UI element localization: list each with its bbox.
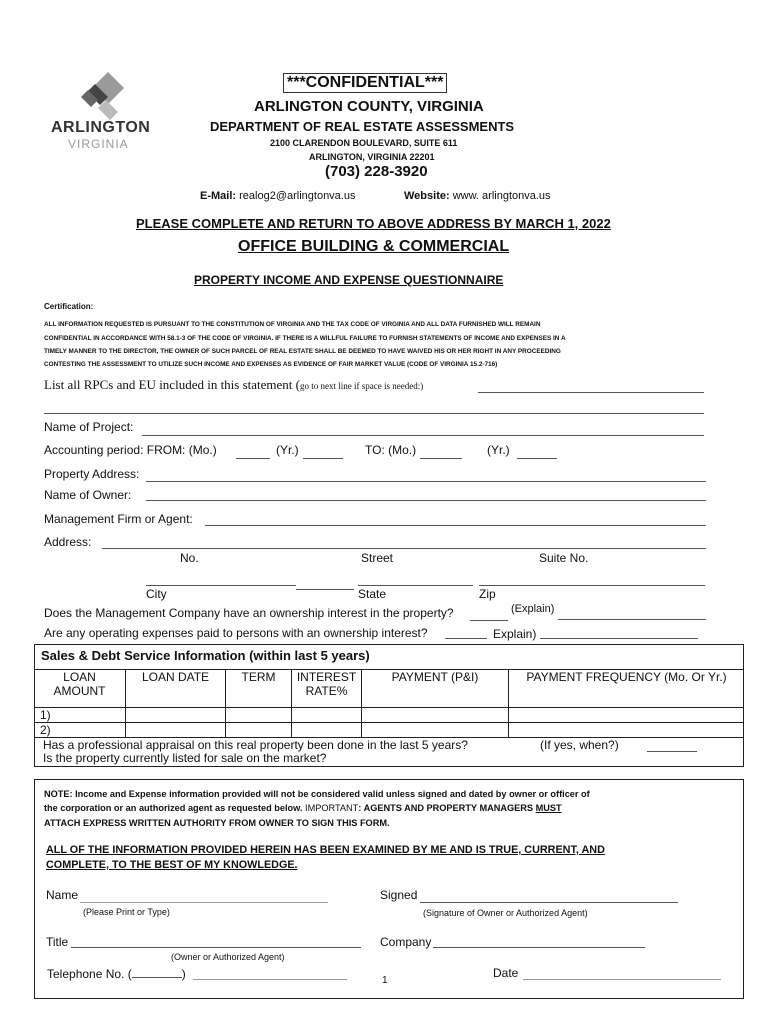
note-must: MUST xyxy=(535,803,562,813)
zip-field[interactable] xyxy=(479,585,705,586)
explain-label-1: (Explain) xyxy=(511,603,555,615)
table-cell[interactable] xyxy=(509,723,745,738)
attest-line-2: COMPLETE, TO THE BEST OF MY KNOWLEDGE. xyxy=(46,859,298,871)
property-address-field[interactable] xyxy=(146,481,706,482)
email-line xyxy=(200,190,355,202)
to-month-field[interactable] xyxy=(420,458,462,459)
note-line-2c: : AGENTS AND PROPERTY MANAGERS xyxy=(358,803,536,813)
to-year-label: (Yr.) xyxy=(487,443,510,457)
explain-field-2[interactable] xyxy=(540,638,698,639)
note-line-2a: the corporation or an authorized agent as requested below. xyxy=(44,803,303,813)
table-cell[interactable] xyxy=(362,723,509,738)
certification-line-3: TIMELY MANNER TO THE DIRECTOR, THE OWNER OF SUCH PARCEL OF REAL ESTATE SHALL BE DEEMED TO HAVE WAIVED HIS OR HER RIGHT IN ANY PROCEEDING xyxy=(44,348,561,355)
state-field[interactable] xyxy=(358,585,473,586)
print-note: (Please Print or Type) xyxy=(83,907,170,917)
certification-label: Certification: xyxy=(44,302,94,311)
address-field[interactable] xyxy=(102,548,706,549)
city-field-2[interactable] xyxy=(296,589,354,590)
from-month-field[interactable] xyxy=(236,458,270,459)
col-loan-amount: LOAN AMOUNT xyxy=(34,670,126,708)
address-street-label: Street xyxy=(361,551,394,565)
county-title: ARLINGTON COUNTY, VIRGINIA xyxy=(254,98,484,115)
telephone-field[interactable] xyxy=(193,979,347,980)
rpc-label xyxy=(44,377,423,393)
date-field[interactable] xyxy=(523,979,721,980)
explain-field-1[interactable] xyxy=(558,619,706,620)
date-label: Date xyxy=(493,966,519,980)
certification-line-1: ALL INFORMATION REQUESTED IS PURSUANT TO THE CONSTITUTION OF VIRGINIA AND THE TAX CODE OF VIRGINIA AND ALL DATA FURNISHED WILL REMAIN xyxy=(44,321,541,328)
owner-label: Name of Owner: xyxy=(44,488,132,502)
telephone-label-text: Telephone No. ( xyxy=(47,967,132,981)
form-title: OFFICE BUILDING & COMMERCIAL xyxy=(238,238,510,255)
project-field[interactable] xyxy=(142,435,704,436)
rpc-field-line-2[interactable] xyxy=(44,413,704,414)
to-year-field[interactable] xyxy=(517,458,557,459)
city-field[interactable] xyxy=(146,585,296,586)
table-row xyxy=(34,708,744,723)
area-code-field[interactable] xyxy=(132,966,182,978)
project-label: Name of Project: xyxy=(44,420,134,434)
col-payment: PAYMENT (P&I) xyxy=(362,670,509,708)
col-term: TERM xyxy=(226,670,292,708)
table-cell[interactable] xyxy=(126,723,226,738)
appraisal-question: Has a professional appraisal on this real property been done in the last 5 years? xyxy=(43,738,468,752)
management-label: Management Firm or Agent: xyxy=(44,512,193,526)
logo-text-arlington: ARLINGTON xyxy=(51,119,151,136)
website-label: Website: xyxy=(404,190,450,202)
city-address: ARLINGTON, VIRGINIA 22201 xyxy=(309,152,435,162)
note-line-2 xyxy=(44,803,562,813)
ownership-answer-field[interactable] xyxy=(470,620,508,621)
email-value: realog2@arlingtonva.us xyxy=(239,190,356,202)
to-month-label: TO: (Mo.) xyxy=(365,443,417,457)
signature-section xyxy=(34,779,744,999)
row-2-label[interactable]: 2) xyxy=(34,723,126,738)
return-instructions: PLEASE COMPLETE AND RETURN TO ABOVE ADDRESS BY MARCH 1, 2022 xyxy=(136,216,611,231)
note-important: IMPORTANT xyxy=(302,803,359,813)
table-row xyxy=(34,723,744,738)
owner-field[interactable] xyxy=(146,500,706,501)
table-cell[interactable] xyxy=(292,723,362,738)
loan-table xyxy=(34,669,744,738)
management-field[interactable] xyxy=(205,525,706,526)
certification-line-4: CONTESTING THE ASSESSMENT TO UTILIZE SUCH INCOME AND EXPENSES AS EVIDENCE OF FAIR MARKET VALUE (CODE OF VIRGINIA 15.2-716) xyxy=(44,361,498,368)
arlington-logo xyxy=(48,70,163,155)
table-cell[interactable] xyxy=(509,708,745,723)
signature-field[interactable] xyxy=(420,902,678,903)
sales-debt-heading: Sales & Debt Service Information (within last 5 years) xyxy=(41,648,370,663)
from-year-label: (Yr.) xyxy=(276,443,299,457)
appraisal-when-field[interactable] xyxy=(647,751,697,752)
name-field[interactable] xyxy=(80,902,328,903)
operating-question: Are any operating expenses paid to persons with an ownership interest? xyxy=(44,626,428,640)
address-suite-label: Suite No. xyxy=(539,551,589,565)
appraisal-when-label: (If yes, when?) xyxy=(540,738,619,752)
table-cell[interactable] xyxy=(362,708,509,723)
name-label: Name xyxy=(46,888,79,902)
website-value: www. arlingtonva.us xyxy=(452,190,551,202)
signature-note: (Signature of Owner or Authorized Agent) xyxy=(423,908,588,918)
phone-number: (703) 228-3920 xyxy=(325,163,428,180)
table-cell[interactable] xyxy=(292,708,362,723)
col-interest-rate: INTEREST RATE% xyxy=(292,670,362,708)
department-title: DEPARTMENT OF REAL ESTATE ASSESSMENTS xyxy=(210,119,515,134)
telephone-label xyxy=(47,966,186,981)
zip-label: Zip xyxy=(479,587,496,601)
agent-note: (Owner or Authorized Agent) xyxy=(171,952,285,962)
title-label: Title xyxy=(46,935,69,949)
sales-debt-section xyxy=(34,644,744,767)
address-label: Address: xyxy=(44,535,92,549)
rpc-field[interactable] xyxy=(478,392,704,393)
rpc-label-text: List all RPCs and EU included in this statement ( xyxy=(44,377,301,392)
col-payment-frequency: PAYMENT FREQUENCY (Mo. Or Yr.) xyxy=(509,670,745,708)
logo-mark-icon xyxy=(48,70,163,122)
company-label: Company xyxy=(380,935,432,949)
table-cell[interactable] xyxy=(226,723,292,738)
row-1-label[interactable]: 1) xyxy=(34,708,126,723)
telephone-close: ) xyxy=(181,967,186,981)
address-no-label: No. xyxy=(180,551,199,565)
explain-label-2: Explain) xyxy=(493,627,537,641)
website-line xyxy=(404,190,551,202)
certification-line-2: CONFIDENTIAL IN ACCORDANCE WITH 58.1-3 OF THE CODE OF VIRGINIA. IF THERE IS A WILLFUL FAILURE TO FURNISH STATEMENTS OF INCOME AND EXPENSES IN A xyxy=(44,335,566,342)
col-loan-date: LOAN DATE xyxy=(126,670,226,708)
note-line-1: NOTE: Income and Expense information provided will not be considered valid unless signed and dated by owner or officer of xyxy=(44,789,590,799)
form-subtitle: PROPERTY INCOME AND EXPENSE QUESTIONNAIRE xyxy=(194,273,504,287)
property-address-label: Property Address: xyxy=(44,467,140,481)
logo-text-virginia: VIRGINIA xyxy=(68,137,129,151)
loan-table-header xyxy=(34,670,744,708)
signed-label: Signed xyxy=(380,888,418,902)
listed-question: Is the property currently listed for sale on the market? xyxy=(43,751,327,765)
city-label: City xyxy=(146,587,167,601)
operating-answer-field[interactable] xyxy=(445,638,487,639)
company-field[interactable] xyxy=(433,947,645,948)
page-number: 1 xyxy=(382,975,388,986)
table-cell[interactable] xyxy=(226,708,292,723)
attest-line-1: ALL OF THE INFORMATION PROVIDED HEREIN HAS BEEN EXAMINED BY ME AND IS TRUE, CURRENT, AND xyxy=(46,844,605,856)
ownership-question: Does the Management Company have an ownership interest in the property? xyxy=(44,606,454,620)
street-address: 2100 CLARENDON BOULEVARD, SUITE 611 xyxy=(270,138,458,148)
email-label: E-Mail: xyxy=(200,190,237,202)
title-field[interactable] xyxy=(71,947,361,948)
note-line-3: ATTACH EXPRESS WRITTEN AUTHORITY FROM OWNER TO SIGN THIS FORM. xyxy=(44,818,390,828)
accounting-label: Accounting period: FROM: (Mo.) xyxy=(44,443,217,457)
state-label: State xyxy=(358,587,387,601)
from-year-field[interactable] xyxy=(303,458,343,459)
confidential-label: ***CONFIDENTIAL*** xyxy=(283,73,447,93)
table-cell[interactable] xyxy=(126,708,226,723)
rpc-note: go to next line if space is needed:) xyxy=(300,381,424,391)
